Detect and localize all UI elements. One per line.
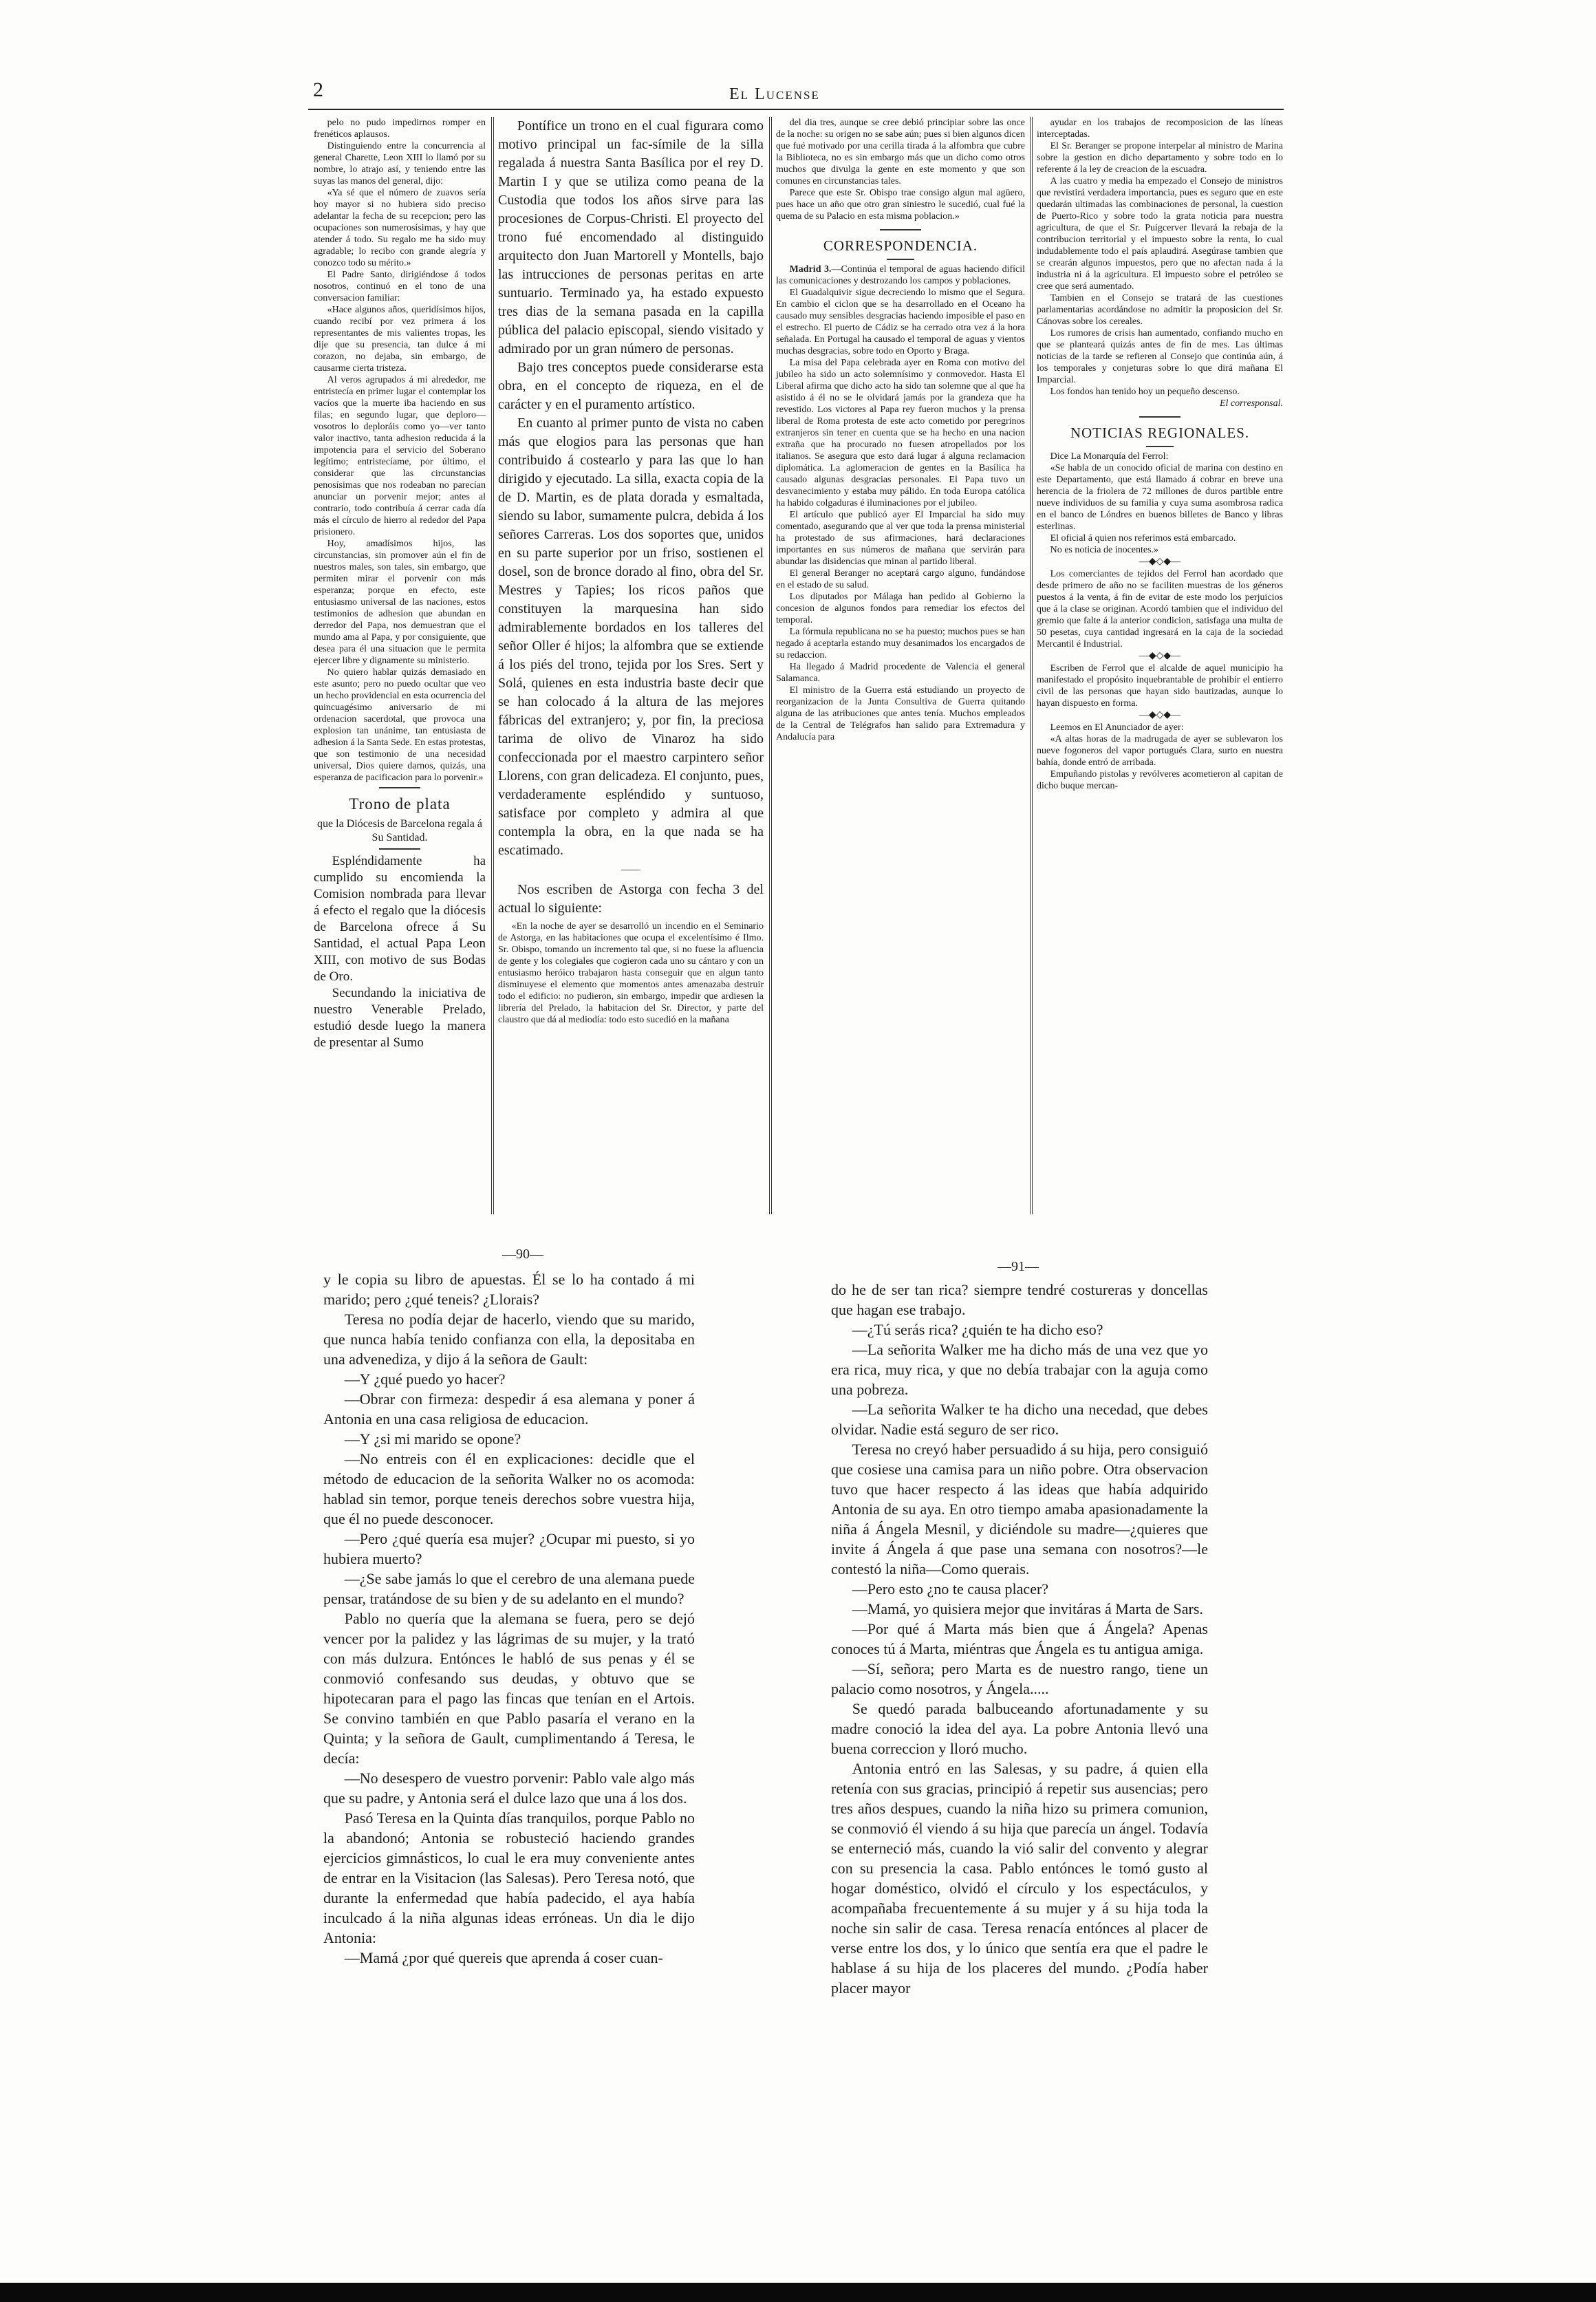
divider-rule bbox=[1139, 416, 1180, 418]
paragraph: Los diputados por Málaga han pedido al Gobierno la concesion de algunos fondos para remediar los efectos del temporal. bbox=[776, 592, 1025, 625]
paragraph: Pablo no quería que la alemana se fuera, pero se dejó vencer por la palidez y las lágrimas de su mujer, y la trató con más dulzura. Entónces le habló de sus penas y él se conmovió confesando sus deudas, y obtuvo que se hipotecaran para el pago las fincas que tenían en el Artois. Se convino también en que Pablo pasaría el verano en la Quinta; y la señora de Gault, cumplimentando á Teresa, le decía: bbox=[323, 1610, 695, 1767]
divider-rule bbox=[887, 259, 914, 260]
paragraph: Madrid 3.—Continúa el temporal de aguas haciendo difícil las comunicaciones y destrozando los campos y poblaciones. bbox=[776, 264, 1026, 286]
paragraph: —¿Tú serás rica? ¿quién te ha dicho eso? bbox=[852, 1321, 1103, 1338]
paragraph: La misa del Papa celebrada ayer en Roma con motivo del jubileo ha sido un acto solemnísimo y conmovedor. Hasta El Liberal afirma que dicho acto ha sido tan solemne que al que ha asistido á él no se le olvidará jamás por la grandeza que ha revestido. Los victores al Papa rey fueron muchos y la prensa liberal de Roma protesta de este acto cometido por peregrinos extranjeros sin tener en cuenta que se ha hecho en una nacion extraña que ha procurado no fuesen atropellados por los italianos. Se asegura que esto dará lugar á alguna reclamacion diplomática. La aglomeracion de gentes en la Basílica ha causado algunas desgracias personales. El Papa tuvo un desvanecimiento y estaba muy pálido. En toda Europa católica ha habido colgaduras é iluminaciones por el jubileo. bbox=[776, 358, 1025, 508]
paragraph: El artículo que publicó ayer El Imparcial ha sido muy comentado, asegurando que al ver que toda la prensa ministerial ha protestado de sus afirmaciones, hará declaraciones importantes en sus números de mañana que servirán para abundar las disidencias que minan al partido liberal. bbox=[776, 510, 1025, 567]
paragraph: «A altas horas de la madrugada de ayer se sublevaron los nueve fogoneros del vapor portugués Clara, surto en nuestra bahía, donde entró de arribada. bbox=[1037, 734, 1283, 768]
column-rule bbox=[1030, 117, 1033, 1214]
section-subtitle: que la Diócesis de Barcelona regala á Su Santidad. bbox=[317, 818, 482, 843]
newspaper-column-3 bbox=[776, 117, 1025, 1218]
booklet-page-number-right: —91— bbox=[998, 1259, 1039, 1274]
paragraph: del dia tres, aunque se cree debió principiar sobre las once de la noche: su origen no se sabe aún; pues si bien algunos dicen que fué motivado por una cerilla tirada á la alfombra que cubre la Biblioteca, no es sin embargo más que un dicho como otros muchos que divulga la gente en este momento y que son comunes en circunstancias tales. bbox=[776, 118, 1025, 186]
paragraph: —Pero esto ¿no te causa placer? bbox=[852, 1580, 1049, 1598]
paragraph: Antonia entró en las Salesas, y su padre, á quien ella retenía con sus gracias, principió á repetir sus ausencias; pero tres años despues, cuando la niña hizo su primera comunion, se conmovió él viendo á su hija que parecía un ángel. Todavía se enterneció más, cuando la vió salir del convento y alegrar con su presencia la casa. Pablo entónces le tomó gusto al hogar doméstico, olvidó el círculo y los espectáculos, y acompañaba frecuentemente á su mujer y á su hija toda la noche sin salir de casa. Teresa renacía entónces al placer de verse entre los dos, y lo único que sentía era que el padre le hablase á su hija de los placeres del mundo. ¿Podía haber placer mayor bbox=[831, 1760, 1208, 1997]
section-title-noticias: NOTICIAS REGIONALES. bbox=[1070, 424, 1250, 441]
scanner-band bbox=[0, 2283, 1596, 2302]
paragraph: El ministro de la Guerra está estudiando un proyecto de reorganizacion de la Junta Consultiva de Guerra quitando alguna de las atribuciones que antes tenía. Muchos empleados de la Central de Telégrafos han salido para Extremadura y Andalucía para bbox=[776, 685, 1025, 742]
paragraph: Al veros agrupados á mi alrededor, me entristecía en primer lugar el contemplar los vacíos que la muerte iba haciendo en sus filas; en segundo lugar, que deploro—vosotros lo deploráis como yo—ver tanto valor inactivo, tanta adhesion reducida á la impotencia para el servicio del Soberano legítimo; entristecíame, por último, el considerar que las circunstancias penosísimas que nos rodeaban no parecían anunciar un porvenir mejor; antes al contrario, todo contribuía á cerrar cada día más el círculo de hierro al rededor del Papa prisionero. bbox=[314, 375, 486, 537]
paragraph: —Sí, señora; pero Marta es de nuestro rango, tiene un palacio como nosotros, y Ángela..... bbox=[831, 1660, 1208, 1697]
newspaper-column-4 bbox=[1037, 117, 1283, 1218]
paragraph: Los fondos han tenido hoy un pequeño descenso. bbox=[1050, 387, 1240, 397]
paragraph: Ha llegado á Madrid procedente de Valencia el general Salamanca. bbox=[776, 662, 1025, 684]
column-rule bbox=[769, 117, 772, 1214]
paragraph: —Y ¿qué puedo yo hacer? bbox=[344, 1370, 506, 1388]
ornament: —◆◇◆— bbox=[1139, 710, 1181, 720]
booklet-page-number-left: —90— bbox=[502, 1247, 543, 1262]
paragraph: En cuanto al primer punto de vista no caben más que elogios para las personas que han contribuido á costearlo y para las que lo han dirigido y ejecutado. La silla, exacta copia de la de D. Martin, es de plata dorada y esmaltada, siendo su labor, sumamente pulcra, debida á los señores Carreras. Los dos soportes que, unidos en su parte superior por un friso, sostienen el dosel, son de bronce dorado al fino, obra del Sr. Mestres y Tapies; los ricos paños que constituyen la marquesina han sido admirablemente bordados en los talleres del señor Oller é hijos; la alfombra que se extiende á los piés del trono, tejida por los Sres. Sert y Solá, quienes en esta industria baste decir que se han colocado á la altura de las mejores fábricas del extranjero; y, por fin, la preciosa tarima de olivo de Vinaroz ha sido confeccionada por el maestro carpintero señor Llorens, con gran delicadeza. El conjunto, pues, verdaderamente espléndido y suntuoso, satisface por completo y admira al que contempla la obra, en la que nada se ha escatimado. bbox=[498, 416, 764, 858]
divider-rule bbox=[1146, 446, 1174, 447]
paragraph: Distinguiendo entre la concurrencia al general Charette, Leon XIII lo llamó por su nombre, lo atrajo así, y teniendo entre las suyas las manos del general, dijo: bbox=[314, 141, 486, 186]
paragraph: Se quedó parada balbuceando afortunadamente y su madre conoció la idea del aya. La pobre Antonia llevó una buena correccion y lloró mucho. bbox=[831, 1700, 1208, 1757]
paragraph: Tambien en el Consejo se tratará de las cuestiones parlamentarias acordándose no admitir la proposicion del Sr. Cánovas sobre los cereales. bbox=[1037, 293, 1283, 327]
signature: El corresponsal. bbox=[1219, 398, 1283, 409]
paragraph: Leemos en El Anunciador de ayer: bbox=[1050, 722, 1184, 733]
paragraph: Nos escriben de Astorga con fecha 3 del actual lo siguiente: bbox=[498, 882, 764, 916]
paragraph: —Obrar con firmeza: despedir á esa alemana y poner á Antonia en una casa religiosa de educacion. bbox=[323, 1390, 695, 1428]
ornament: —◆◇◆— bbox=[1139, 557, 1181, 567]
ornament: —◆◇◆— bbox=[1139, 651, 1181, 661]
paragraph: —La señorita Walker te ha dicho una necedad, que debes olvidar. Nadie está seguro de ser rico. bbox=[831, 1401, 1208, 1438]
paragraph: El general Beranger no aceptará cargo alguno, fundándose en el estado de su salud. bbox=[776, 568, 1025, 590]
paragraph: Los comerciantes de tejidos del Ferrol han acordado que desde primero de año no se faciliten muestras de los géneros puestos á la venta, á fin de evitar de este modo los perjuicios que á la clase se originan. Acordó tambien que el individuo del gremio que falte á la anterior condicion, satisfaga una multa de 50 pesetas, cuya cantidad ingresará en la caja de la sociedad Mercantil é Industrial. bbox=[1037, 569, 1283, 649]
paragraph: Hoy, amadísimos hijos, las circunstancias, sin promover aún el fin de nuestros males, son tales, sin embargo, que permiten mirar el porvenir con más esperanza; porque en efecto, este entusiasmo universal de las naciones, estos testimonios de adhesion que abundan en derredor del Papa, nos demuestran que el mundo ama al Papa, y por consiguiente, que desea para él una situacion que le permita ejercer libre y dignamente su ministerio. bbox=[314, 539, 486, 666]
paragraph: Parece que este Sr. Obispo trae consigo algun mal agüero, pues hace un año que otro gran siniestro le sucedió, cual fué la quema de su Palacio en esta misma poblacion.» bbox=[776, 188, 1025, 222]
dateline: Madrid 3. bbox=[789, 264, 832, 275]
paragraph: Teresa no podía dejar de hacerlo, viendo que su marido, que nunca había tenido confianza con ella, la depositaba en una advenediza, y dijo á la señora de Gault: bbox=[323, 1311, 695, 1368]
newspaper-column-2 bbox=[498, 117, 764, 1218]
divider: —— bbox=[621, 865, 640, 875]
paragraph: Los rumores de crisis han aumentado, confiando mucho en que se planteará quizás antes de fin de mes. Las últimas noticias de la tarde se refieren al Consejo que continúa aún, á los temporales y conjeturas sobre lo que dirá mañana El Imparcial. bbox=[1037, 328, 1283, 385]
booklet-left-page bbox=[323, 1269, 695, 1966]
paragraph: —La señorita Walker me ha dicho más de una vez que yo era rica, muy rica, y que no debía trabajar con la aguja como una pobreza. bbox=[831, 1341, 1208, 1398]
paragraph: —Pero ¿qué quería esa mujer? ¿Ocupar mi puesto, si yo hubiera muerto? bbox=[323, 1530, 695, 1567]
divider-rule bbox=[379, 787, 420, 788]
paragraph: y le copia su libro de apuestas. Él se lo ha contado á mi marido; pero ¿qué teneis? ¿Llorais? bbox=[323, 1271, 695, 1308]
page-number: 2 bbox=[313, 78, 323, 101]
header-rule bbox=[308, 109, 1284, 110]
paragraph: Empuñando pistolas y revólveres acometieron al capitan de dicho buque mercan- bbox=[1037, 769, 1283, 791]
section-title-trono: Trono de plata bbox=[349, 795, 451, 813]
divider-rule bbox=[379, 848, 420, 850]
divider-rule bbox=[880, 229, 921, 230]
paragraph: «Se habla de un conocido oficial de marina con destino en este Departamento, que está llamado á cobrar en breve una herencia de la friolera de 72 millones de duros partible entre nueve individuos de su familia y cuya suma asombrosa radica en el banco de Lóndres en buenos billetes de Banco y libras esterlinas. bbox=[1037, 463, 1283, 532]
paragraph: Pasó Teresa en la Quinta días tranquilos, porque Pablo no la abandonó; Antonia se robusteció haciendo grandes ejercicios gimnásticos, lo cual le era muy conveniente antes de entrar en la Visitacion (las Salesas). Pero Teresa notó, que durante la enfermedad que había padecido, el aya había inculcado á la niña algunas ideas erróneas. Un dia le dijo Antonia: bbox=[323, 1809, 695, 1946]
paragraph: pelo no pudo impedirnos romper en frenéticos aplausos. bbox=[314, 118, 486, 140]
paragraph: —Por qué á Marta más bien que á Ángela? Apenas conoces tú á Marta, miéntras que Ángela es tu antigua amiga. bbox=[831, 1620, 1208, 1657]
paragraph: El oficial á quien nos referimos está embarcado. bbox=[1050, 533, 1236, 544]
paragraph: El Sr. Beranger se propone interpelar al ministro de Marina sobre la gestion en dicho departamento y sobre todo en lo referente á la ley de creacion de la escuadra. bbox=[1037, 141, 1283, 175]
paragraph: Teresa no creyó haber persuadido á su hija, pero consiguió que cosiese una camisa para un niño pobre. Otra observacion tuvo que hacer respecto á las ideas que había adquirido Antonia de su aya. En otro tiempo amaba apasionadamente la niña á Ángela Mesnil, y diciéndole su madre—¿quieres que invite á Ángela á que pase una semana con nosotros?—le contestó la niña—Como querais. bbox=[831, 1441, 1208, 1578]
section-title-correspondencia: CORRESPONDENCIA. bbox=[823, 237, 978, 254]
paragraph: Espléndidamente ha cumplido su encomienda la Comision nombrada para llevar á efecto el regalo que la diócesis de Barcelona ofrece á Su Santidad, el actual Papa Leon XIII, con motivo de sus Bodas de Oro. bbox=[314, 854, 486, 984]
paragraph: Pontífice un trono en el cual figurara como motivo principal un fac-símile de la silla regalada á nuestra Santa Basílica por el rey D. Martin I y que se utiliza como peana de la Custodia que todos los años sirve para las procesiones de Corpus-Christi. El proyecto del trono fué encomendado al distinguido arquitecto don Juan Martorell y Montells, bajo las intrucciones de personas peritas en arte suntuario. Terminado ya, ha estado expuesto tres dias de la semana pasada en la capilla pública del palacio episcopal, siendo visitado y admirado por un gran número de personas. bbox=[498, 118, 764, 356]
paragraph: «Hace algunos años, queridísimos hijos, cuando recibí por vez primera á los representantes de mis valientes tropas, les dije que su presencia, tan dulce á mi corazon, no dejaba, sin embargo, de causarme cierta tristeza. bbox=[314, 305, 486, 374]
column-rule bbox=[491, 117, 494, 1214]
paragraph: —Mamá, yo quisiera mejor que invitáras á Marta de Sars. bbox=[852, 1600, 1203, 1617]
paragraph: Secundando la iniciativa de nuestro Venerable Prelado, estudió desde luego la manera de presentar al Sumo bbox=[314, 986, 486, 1050]
paragraph: Dice La Monarquía del Ferrol: bbox=[1050, 451, 1169, 462]
paragraph: «En la noche de ayer se desarrolló un incendio en el Seminario de Astorga, en las habitaciones que ocupa el excelentísimo é Ilmo. Sr. Obispo, tomando un incremento tal que, si no fuese la afluencia de gente y los colegiales que cogieron cada uno su cántaro y con un entusiasmo heróico trabajaron hasta conseguir que en algun tanto disminuyese el elemento que momentos antes amenazaba destruir todo el edificio: no pudieron, sin embargo, impedir que ardiesen la librería del Prelado, la habitacion del Sr. Director, y parte del claustro que dá al mediodía: todo esto sucedió en la mañana bbox=[498, 921, 764, 1025]
paragraph: —No desespero de vuestro porvenir: Pablo vale algo más que su padre, y Antonia será el dulce lazo que una á los dos. bbox=[323, 1769, 695, 1807]
paragraph: do he de ser tan rica? siempre tendré costureras y doncellas que hagan ese trabajo. bbox=[831, 1281, 1208, 1318]
paragraph: No quiero hablar quizás demasiado en este asunto; pero no puedo ocultar que veo un hecho providencial en esta ocurrencia del quincuagésimo aniversario de mi ordenacion sacerdotal, que provoca una explosion tan unánime, tan entusiasta de adhesion á la Santa Sede. En estas protestas, que son testimonio de una necesidad universal, Dios quiere darnos, quizás, una esperanza de pacificacion para lo porvenir.» bbox=[314, 667, 486, 783]
masthead: El Lucense bbox=[729, 85, 820, 103]
paragraph: «Ya sé que el número de zuavos sería hoy mayor si no hubiera sido preciso adelantar la fecha de su recepcion; pero las ocupaciones son numerosísimas, y hay que atender á todo. Su regalo me ha sido muy agradable; lo recibo con grande alegría y conozco todo su mérito.» bbox=[314, 188, 486, 268]
paragraph: A las cuatro y media ha empezado el Consejo de ministros que revistirá verdadera importancia, pues es seguro que en este quedarán ultimadas las combinaciones de personal, la cuestion de Puerto-Rico y sobre todo la grata noticia para nuestra agricultura, de que el Sr. Puigcerver llevará la rebaja de la contribucion territorial y el impuesto sobre la renta, lo cual indudablemente todo el país aplaudirá. Asegúrase tambien que se crearán algunos impuestos, pero que no afectan nada á la industria ni á la agricultura. El impuesto sobre el petróleo se cree que será aumentado. bbox=[1037, 176, 1283, 292]
paragraph: —¿Se sabe jamás lo que el cerebro de una alemana puede pensar, tratándose de su bien y de su adelanto en el mundo? bbox=[323, 1570, 695, 1607]
paragraph: —Y ¿si mi marido se opone? bbox=[344, 1430, 521, 1448]
paragraph: La fórmula republicana no se ha puesto; muchos pues se han negado á aceptarla estando muy desanimados los encargados de su redaccion. bbox=[776, 627, 1025, 660]
booklet-right-page bbox=[831, 1280, 1208, 1997]
paragraph: Escriben de Ferrol que el alcalde de aquel municipio ha manifestado el propósito inquebrantable de prohibir el entierro civil de las personas que hayan sido bautizadas, aunque lo hayan dispuesto en forma. bbox=[1037, 663, 1283, 709]
paragraph: —No entreis con él en explicaciones: decidle que el método de educacion de la señorita Walker no os acomoda: hablad sin temor, porque teneis derechos sobre vuestra hija, que él no puede desconocer. bbox=[323, 1450, 695, 1527]
paragraph: ayudar en los trabajos de recomposicion de las líneas interceptadas. bbox=[1037, 118, 1283, 140]
paragraph: El Padre Santo, dirigiéndose á todos nosotros, continuó en el tono de una conversacion familiar: bbox=[314, 270, 486, 303]
paragraph: El Guadalquivir sigue decreciendo lo mismo que el Segura. En cambio el ciclon que se ha desarrollado en el Oceano ha causado muy sensibles desgracias haciendo imposible el paso en el estrecho. El puerto de Cádiz se ha cerrado otra vez á la hora señalada. En Portugal ha causado el temporal de aguas y vientos muchas desgracias, sobre todo en Oporto y Braga. bbox=[776, 288, 1025, 356]
paragraph: Bajo tres conceptos puede considerarse esta obra, en el concepto de riqueza, en el de carácter y en el puramento artístico. bbox=[498, 360, 764, 412]
newspaper-column-1 bbox=[314, 117, 486, 1218]
paragraph: No es noticia de inocentes.» bbox=[1050, 545, 1159, 555]
paragraph: —Mamá ¿por qué quereis que aprenda á coser cuan- bbox=[344, 1949, 663, 1966]
